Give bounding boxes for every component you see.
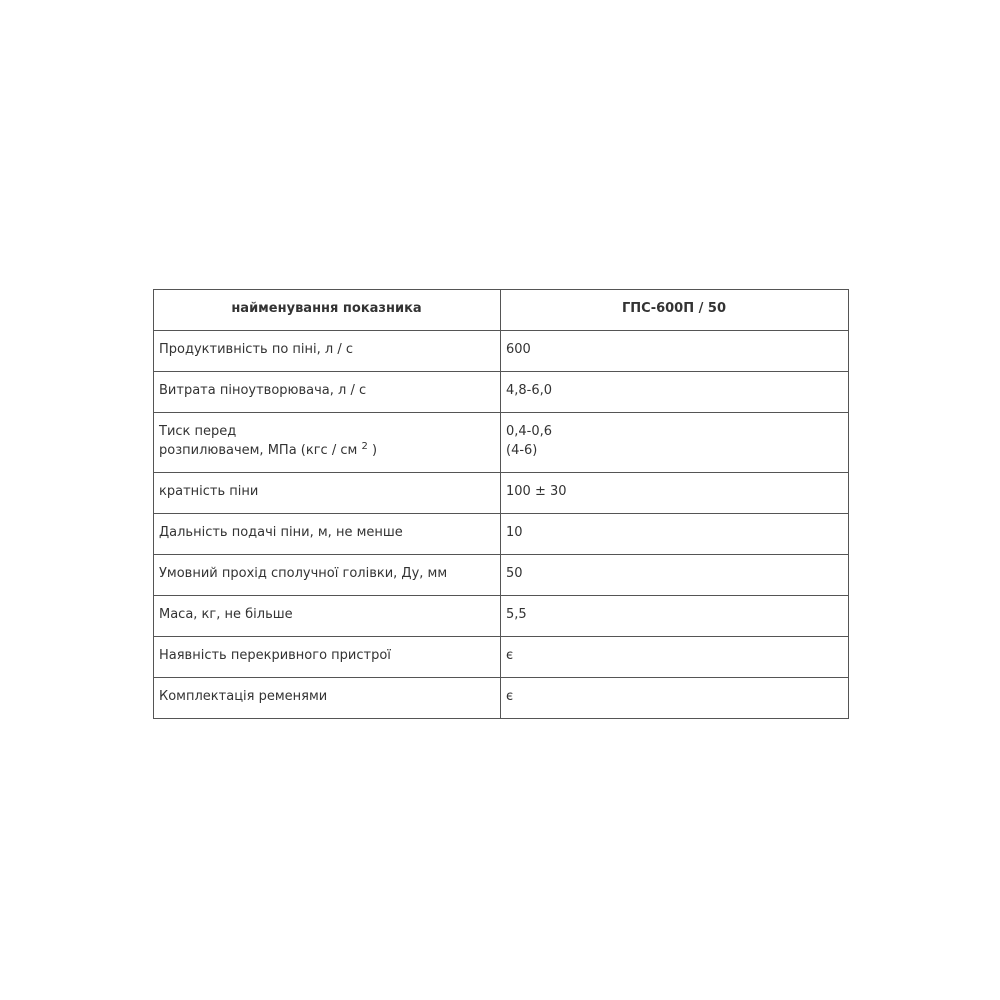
row-label: Умовний прохід сполучної голівки, Ду, мм xyxy=(154,555,501,596)
spec-table xyxy=(153,289,849,719)
row-value: 100 ± 30 xyxy=(501,473,849,514)
row-value: є xyxy=(501,678,849,719)
row-label: Витрата піноутворювача, л / с xyxy=(154,372,501,413)
header-model: ГПС-600П / 50 xyxy=(501,290,849,331)
table-row xyxy=(154,678,849,719)
row-label-line: Тиск перед xyxy=(159,424,237,439)
superscript: 2 xyxy=(361,441,368,452)
row-label: Маса, кг, не більше xyxy=(154,596,501,637)
row-value-line: (4-6) xyxy=(506,443,538,458)
table-row xyxy=(154,372,849,413)
row-value: 50 xyxy=(501,555,849,596)
row-label: Дальність подачі піни, м, не менше xyxy=(154,514,501,555)
row-value: є xyxy=(501,637,849,678)
header-parameter-name: найменування показника xyxy=(154,290,501,331)
row-value-line: 0,4-0,6 xyxy=(506,424,553,439)
table-row xyxy=(154,514,849,555)
row-value: 4,8-6,0 xyxy=(501,372,849,413)
row-label-text: розпилювачем, МПа (кгс / см xyxy=(159,443,358,458)
row-label-line xyxy=(159,441,494,460)
table-header-row xyxy=(154,290,849,331)
table-row xyxy=(154,596,849,637)
row-label xyxy=(154,413,501,473)
row-value: 5,5 xyxy=(501,596,849,637)
row-value xyxy=(501,413,849,473)
table-row xyxy=(154,413,849,473)
row-value: 10 xyxy=(501,514,849,555)
row-label: Комплектація ременями xyxy=(154,678,501,719)
row-label-close: ) xyxy=(367,443,378,458)
table-row xyxy=(154,331,849,372)
row-label: кратність піни xyxy=(154,473,501,514)
table-row xyxy=(154,555,849,596)
table-row xyxy=(154,637,849,678)
row-label: Наявність перекривного пристрої xyxy=(154,637,501,678)
table-row xyxy=(154,473,849,514)
row-value: 600 xyxy=(501,331,849,372)
row-label: Продуктивність по піні, л / с xyxy=(154,331,501,372)
